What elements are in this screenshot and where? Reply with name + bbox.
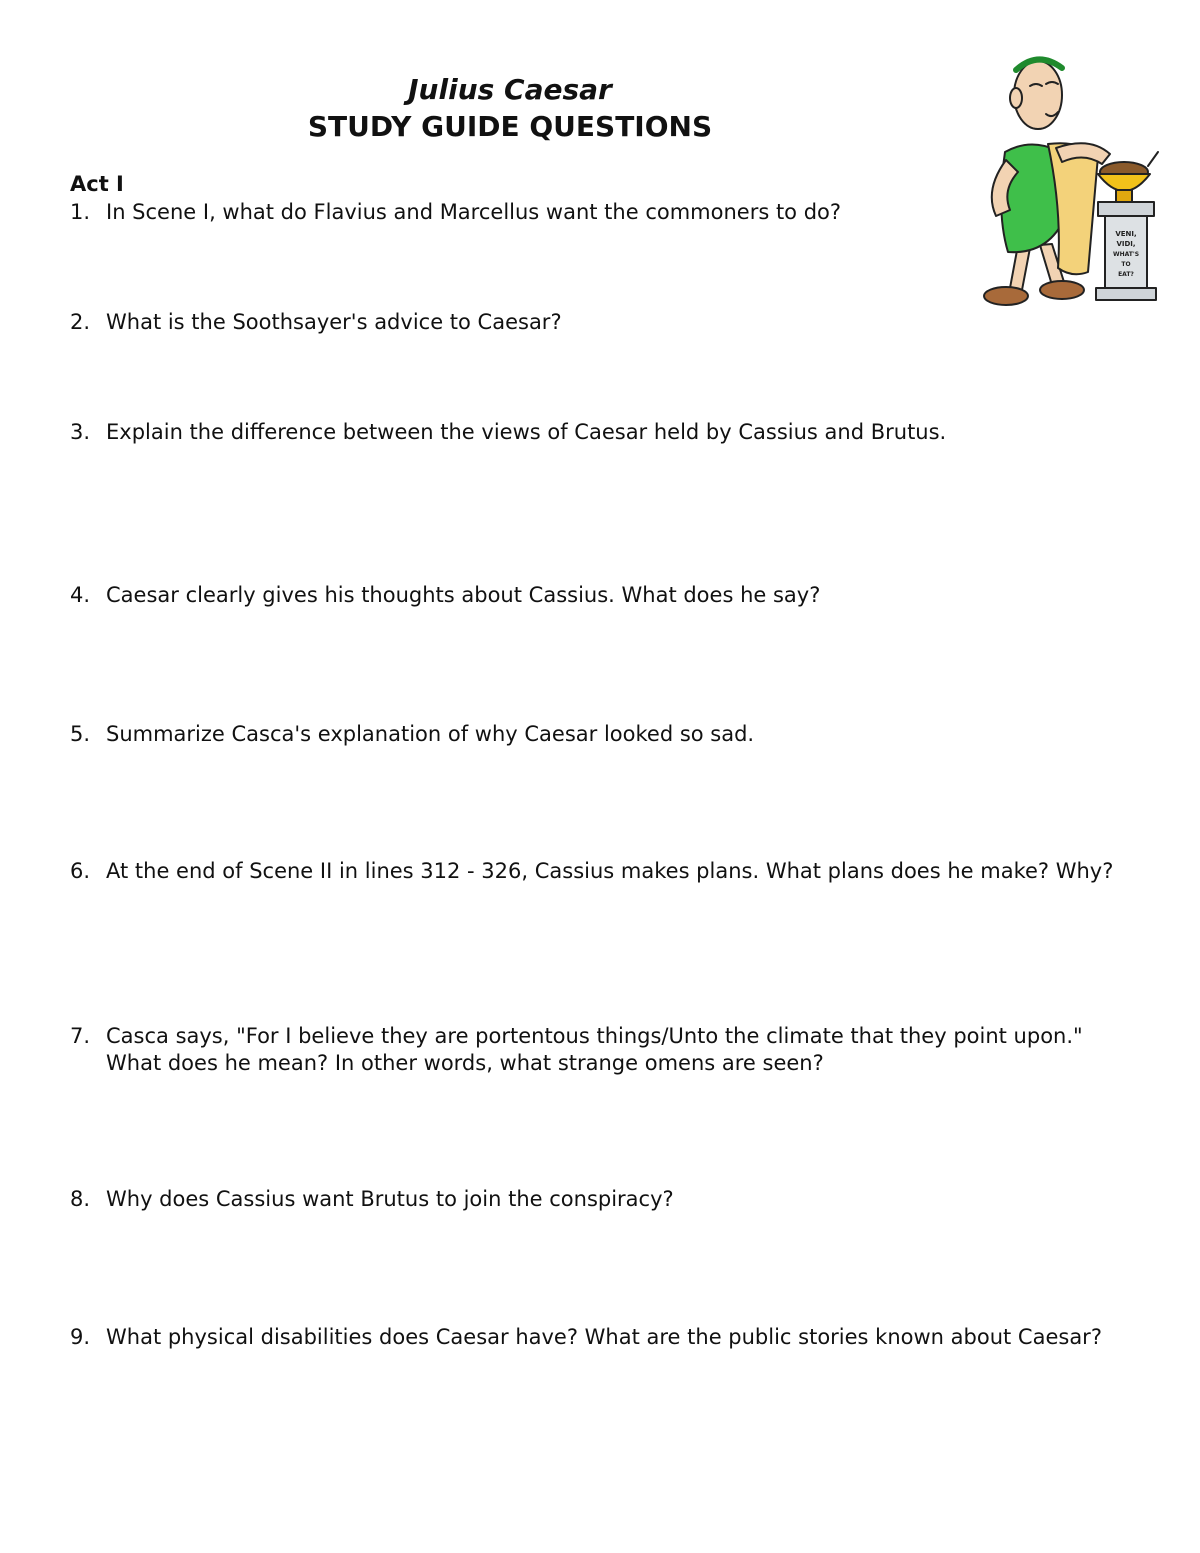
question-number: 3. xyxy=(70,420,91,444)
svg-text:TO: TO xyxy=(1121,261,1131,268)
question-text: At the end of Scene II in lines 312 - 326, Cassius makes plans. What plans does he make? Why? xyxy=(106,859,1114,883)
question-5 xyxy=(70,721,1140,748)
question-number: 4. xyxy=(70,583,91,607)
question-8 xyxy=(70,1186,1140,1213)
question-text: Why does Cassius want Brutus to join the conspiracy? xyxy=(106,1187,674,1211)
question-number: 8. xyxy=(70,1187,91,1211)
question-text: Caesar clearly gives his thoughts about Cassius. What does he say? xyxy=(106,583,821,607)
document-title: Julius Caesar xyxy=(408,73,612,106)
question-text: Explain the difference between the views of Caesar held by Cassius and Brutus. xyxy=(106,420,947,444)
section-heading: Act I xyxy=(70,172,124,196)
question-text: What physical disabilities does Caesar have? What are the public stories known about Caesar? xyxy=(106,1325,1102,1349)
question-text: Summarize Casca's explanation of why Caesar looked so sad. xyxy=(106,722,755,746)
svg-text:EAT?: EAT? xyxy=(1118,271,1134,278)
question-number: 1. xyxy=(70,200,91,224)
question-number: 9. xyxy=(70,1325,91,1349)
svg-text:VIDI,: VIDI, xyxy=(1116,240,1136,248)
question-text: What is the Soothsayer's advice to Caesar? xyxy=(106,310,562,334)
document-subtitle: STUDY GUIDE QUESTIONS xyxy=(307,110,713,143)
caesar-cartoon-icon xyxy=(960,40,1160,320)
question-3 xyxy=(70,419,1140,446)
svg-text:VENI,: VENI, xyxy=(1115,230,1137,238)
question-number: 2. xyxy=(70,310,91,334)
question-number: 5. xyxy=(70,722,91,746)
question-number: 7. xyxy=(70,1024,91,1048)
question-7 xyxy=(70,1023,1140,1077)
question-text: Casca says, "For I believe they are portentous things/Unto the climate that they point upon." What does he mean? In other words, what strange omens are seen? xyxy=(106,1024,1083,1075)
question-9 xyxy=(70,1324,1140,1351)
question-4 xyxy=(70,582,1140,609)
svg-text:WHAT'S: WHAT'S xyxy=(1112,251,1140,258)
question-6 xyxy=(70,858,1140,885)
question-text: In Scene I, what do Flavius and Marcellus want the commoners to do? xyxy=(106,200,842,224)
question-number: 6. xyxy=(70,859,91,883)
